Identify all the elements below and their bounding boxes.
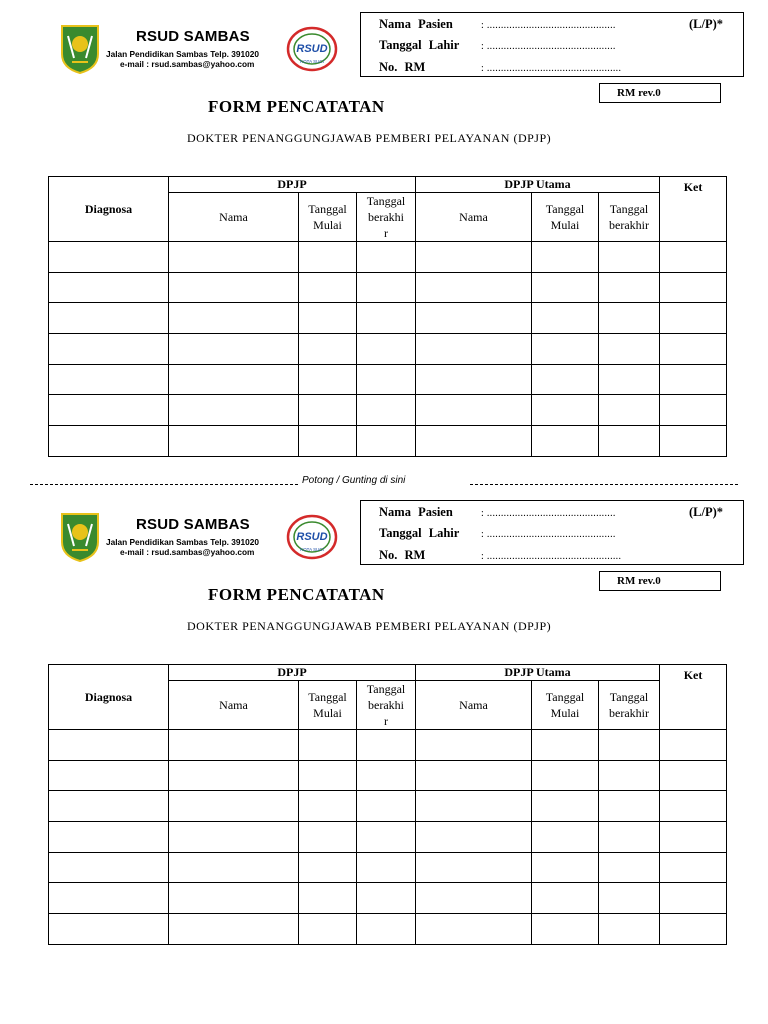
table-row bbox=[49, 730, 727, 761]
sambas-emblem-icon bbox=[60, 24, 100, 74]
hospital-name: RSUD SAMBAS bbox=[136, 28, 250, 45]
col-dpjp-utama: DPJP Utama bbox=[416, 177, 660, 193]
col-dpjp: DPJP bbox=[169, 665, 416, 681]
patient-rm-field[interactable]: : ................................................ bbox=[481, 551, 622, 562]
patient-dob-label: Tanggal Lahir bbox=[379, 38, 460, 52]
rm-revision-text: RM rev.0 bbox=[617, 87, 661, 99]
form-subtitle: DOKTER PENANGGUNGJAWAB PEMBERI PELAYANAN (DPJP) bbox=[187, 619, 552, 633]
form-subtitle: DOKTER PENANGGUNGJAWAB PEMBERI PELAYANAN (DPJP) bbox=[187, 131, 552, 145]
table-row bbox=[49, 334, 727, 365]
patient-rm-field[interactable]: : ................................................ bbox=[481, 63, 622, 74]
patient-rm-label: No. RM bbox=[379, 548, 426, 562]
col-dpjp-tgl-akhir: Tanggal berakhi r bbox=[357, 193, 416, 242]
patient-dob-row bbox=[379, 38, 616, 53]
table-row bbox=[49, 242, 727, 273]
col-diagnosa: Diagnosa bbox=[49, 665, 169, 730]
patient-name-row bbox=[379, 17, 724, 32]
dpjp-table bbox=[48, 176, 727, 457]
col-dpjp-tgl-mulai: Tanggal Mulai bbox=[299, 193, 357, 242]
col-utama-tgl-akhir: Tanggal berakhir bbox=[599, 681, 660, 730]
patient-dob-row bbox=[379, 526, 616, 541]
rsud-logo-icon bbox=[286, 25, 338, 73]
svg-text:RSUD: RSUD bbox=[296, 43, 328, 55]
hospital-email: e-mail : rsud.sambas@yahoo.com bbox=[120, 547, 255, 557]
table-row bbox=[49, 852, 727, 883]
table-row bbox=[49, 364, 727, 395]
hospital-address: Jalan Pendidikan Sambas Telp. 391020 bbox=[106, 537, 259, 547]
table-row bbox=[49, 883, 727, 914]
patient-name-row bbox=[379, 505, 724, 520]
patient-info-box bbox=[360, 12, 744, 77]
patient-name-field[interactable]: : .............................................. bbox=[481, 20, 616, 31]
hospital-address: Jalan Pendidikan Sambas Telp. 391020 bbox=[106, 49, 259, 59]
patient-rm-row bbox=[379, 60, 621, 75]
patient-dob-field[interactable]: : .............................................. bbox=[481, 529, 616, 540]
table-row bbox=[49, 426, 727, 457]
col-ket: Ket bbox=[660, 177, 727, 242]
col-dpjp-nama: Nama bbox=[169, 193, 299, 242]
col-diagnosa: Diagnosa bbox=[49, 177, 169, 242]
patient-name-field[interactable]: : .............................................. bbox=[481, 508, 616, 519]
patient-info-box bbox=[360, 500, 744, 565]
dpjp-table bbox=[48, 664, 727, 945]
rsud-logo-icon bbox=[286, 513, 338, 561]
col-dpjp-utama: DPJP Utama bbox=[416, 665, 660, 681]
cut-line-text: Potong / Gunting di sini bbox=[302, 475, 406, 486]
form-title: FORM PENCATATAN bbox=[208, 97, 385, 116]
col-utama-nama: Nama bbox=[416, 681, 532, 730]
hospital-email: e-mail : rsud.sambas@yahoo.com bbox=[120, 59, 255, 69]
patient-dob-label: Tanggal Lahir bbox=[379, 526, 460, 540]
sambas-emblem-icon bbox=[60, 512, 100, 562]
col-utama-tgl-mulai: Tanggal Mulai bbox=[532, 193, 599, 242]
patient-rm-row bbox=[379, 548, 621, 563]
col-dpjp-tgl-mulai: Tanggal Mulai bbox=[299, 681, 357, 730]
rm-revision-text: RM rev.0 bbox=[617, 575, 661, 587]
patient-rm-label: No. RM bbox=[379, 60, 426, 74]
col-utama-tgl-mulai: Tanggal Mulai bbox=[532, 681, 599, 730]
svg-text:KOTA SUCI: KOTA SUCI bbox=[300, 547, 324, 552]
table-row bbox=[49, 272, 727, 303]
col-utama-nama: Nama bbox=[416, 193, 532, 242]
patient-name-label: Nama Pasien bbox=[379, 17, 453, 31]
patient-dob-field[interactable]: : .............................................. bbox=[481, 41, 616, 52]
table-row bbox=[49, 822, 727, 853]
table-row bbox=[49, 395, 727, 426]
gender-label: (L/P)* bbox=[689, 505, 724, 519]
hospital-header bbox=[56, 510, 343, 564]
col-ket: Ket bbox=[660, 665, 727, 730]
cut-dash-left bbox=[30, 484, 298, 485]
col-dpjp-nama: Nama bbox=[169, 681, 299, 730]
table-row bbox=[49, 303, 727, 334]
table-row bbox=[49, 760, 727, 791]
hospital-name: RSUD SAMBAS bbox=[136, 516, 250, 533]
hospital-header bbox=[56, 22, 343, 76]
svg-text:KOTA SUCI: KOTA SUCI bbox=[300, 59, 324, 64]
form-title: FORM PENCATATAN bbox=[208, 585, 385, 604]
svg-text:RSUD: RSUD bbox=[296, 531, 328, 543]
col-dpjp-tgl-akhir: Tanggal berakhi r bbox=[357, 681, 416, 730]
patient-name-label: Nama Pasien bbox=[379, 505, 453, 519]
table-row bbox=[49, 791, 727, 822]
cut-dash-right bbox=[470, 484, 738, 485]
table-row bbox=[49, 914, 727, 945]
col-dpjp: DPJP bbox=[169, 177, 416, 193]
col-utama-tgl-akhir: Tanggal berakhir bbox=[599, 193, 660, 242]
rm-revision-box bbox=[599, 571, 721, 591]
cut-line bbox=[30, 474, 740, 488]
gender-label: (L/P)* bbox=[689, 17, 724, 31]
rm-revision-box bbox=[599, 83, 721, 103]
